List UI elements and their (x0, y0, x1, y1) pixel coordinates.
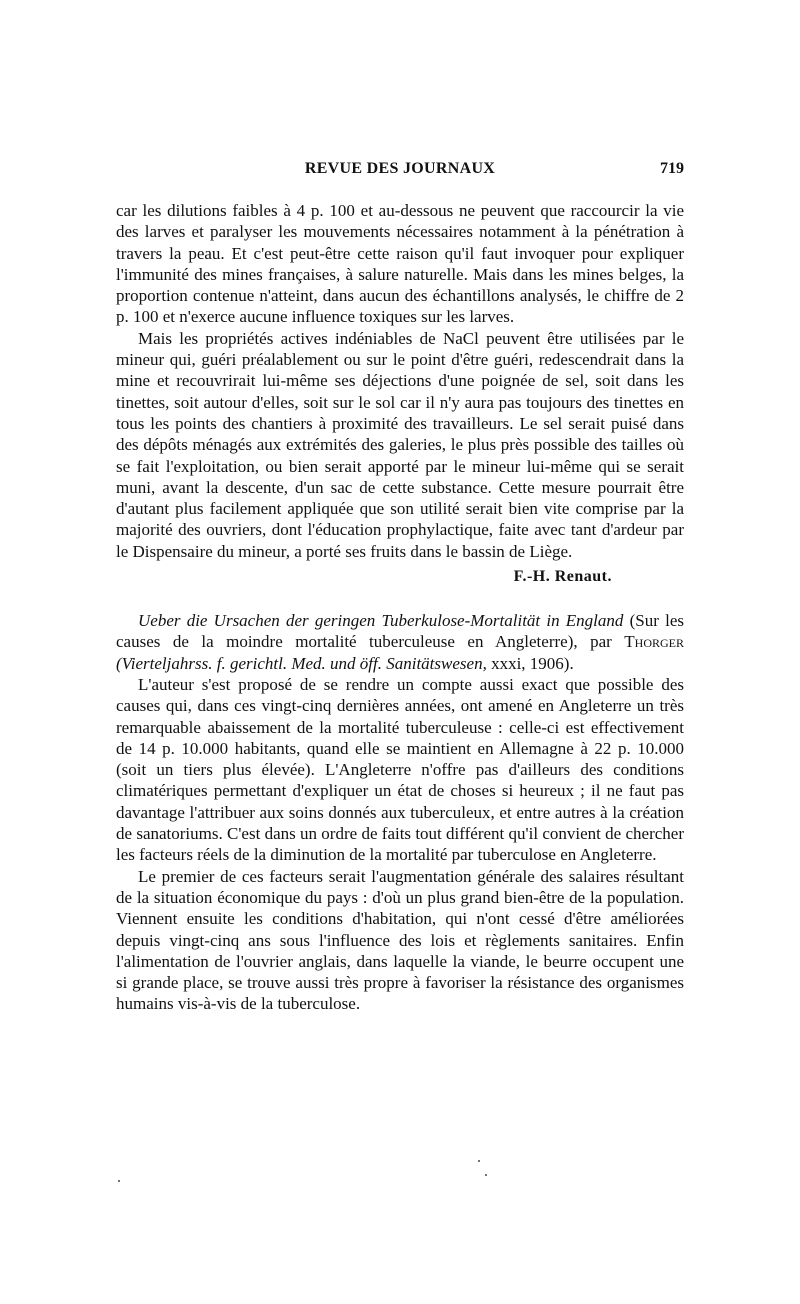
article2-title-translation: (Sur les causes de la moindre mortalité tuberculeuse en Angleterre), (116, 611, 684, 652)
document-page (116, 160, 684, 1015)
article2-author-prefix: par (590, 632, 612, 652)
article2-source: (Vierteljahrss. f. gerichtl. Med. und öff. Sanitätswesen, (116, 653, 487, 673)
article1-paragraph-2: Mais les propriétés actives indéniables de NaCl peuvent être utilisées par le mineur qui, guéri préalablement ou sur le point d'être guéri, redescendrait dans la mine et recouvrirait lui-même ses déjections d'une poignée de sel, soit dans les tinettes, soit autour d'elles, soit sur le sol car il n'y aura pas toujours des tinettes en tous les points des chantiers à proximité des travailleurs. Le sel serait puisé dans des dépôts ménagés aux extrémités des galeries, le plus près possible des tailles où se fait l'exploitation, ou bien serait apporté par le mineur lui-même qui se serait muni, avant la descente, d'un sac de cette substance. Cette mesure pourrait être d'autant plus facilement appliquée que son utilité serait bien vite comprise par la majorité des ouvriers, dont l'éducation prophylactique, faite avec tant d'ardeur par le Dispensaire du mineur, a porté ses fruits dans le bassin de Liège. (116, 328, 684, 561)
article2-citation (116, 610, 684, 674)
author-signature: F.-H. Renaut. (513, 568, 612, 586)
print-speck (478, 1160, 480, 1162)
running-title: REVUE DES JOURNAUX (304, 160, 496, 177)
article-tuberculosis-england (116, 610, 684, 1015)
print-speck (485, 1174, 487, 1176)
article1-paragraph-1: car les dilutions faibles à 4 p. 100 et au-dessous ne peuvent que raccourcir la vie des larves et paralyser les mouvements nécessaires notamment à la pénétration à travers la peau. Et c'est peut-être cette raison qu'il faut invoquer pour expliquer l'immunité des mines françaises, à salure naturelle. Mais dans les mines belges, la proportion contenue n'atteint, dans aucun des échantillons analysés, le chiffre de 2 p. 100 et n'exerce aucune influence toxiques sur les larves. (116, 201, 684, 327)
section-gap (116, 586, 684, 610)
article2-author: Thorger (624, 632, 685, 652)
article2-source-volume: xxxi, 1906). (491, 653, 574, 673)
article2-paragraph-1: L'auteur s'est proposé de se rendre un compte aussi exact que possible des causes qui, dans ces vingt-cinq dernières années, ont amené en Angleterre un très remarquable abaissement de la mortalité tuberculeuse : celle-ci est effectivement de 14 p. 10.000 habitants, quand elle se maintient en Allemagne à 22 p. 10.000 (soit un tiers plus élevée). L'Angleterre n'offre pas d'ailleurs des conditions climatériques permettant d'expliquer un état de choses si heureux ; il ne faut pas davantage l'attribuer aux soins donnés aux tuberculeux, et entre autres à la création de sanatoriums. C'est dans un ordre de faits tout différent qu'il convient de chercher les facteurs réels de la diminution de la mortalité par tuberculose en Angleterre. (116, 674, 684, 865)
article2-paragraph-2: Le premier de ces facteurs serait l'augmentation générale des salaires résultant de la situation économique du pays : d'où un plus grand bien-être de la population. Viennent ensuite les conditions d'habitation, qui n'ont cessé d'être améliorées depuis vingt-cinq ans sous l'influence des lois et règlements sanitaires. Enfin l'alimentation de l'ouvrier anglais, dans laquelle la viande, le beurre occupent une si grande place, se trouve aussi très propre à favoriser la résistance des organismes humains vis-à-vis de la tuberculose. (116, 866, 684, 1014)
page-header (116, 160, 684, 182)
print-speck (118, 1180, 120, 1182)
article-saline-mines (116, 200, 684, 586)
page-number: 719 (660, 160, 684, 177)
article2-title: Ueber die Ursachen der geringen Tuberkulose-Mortalität in England (138, 611, 624, 631)
